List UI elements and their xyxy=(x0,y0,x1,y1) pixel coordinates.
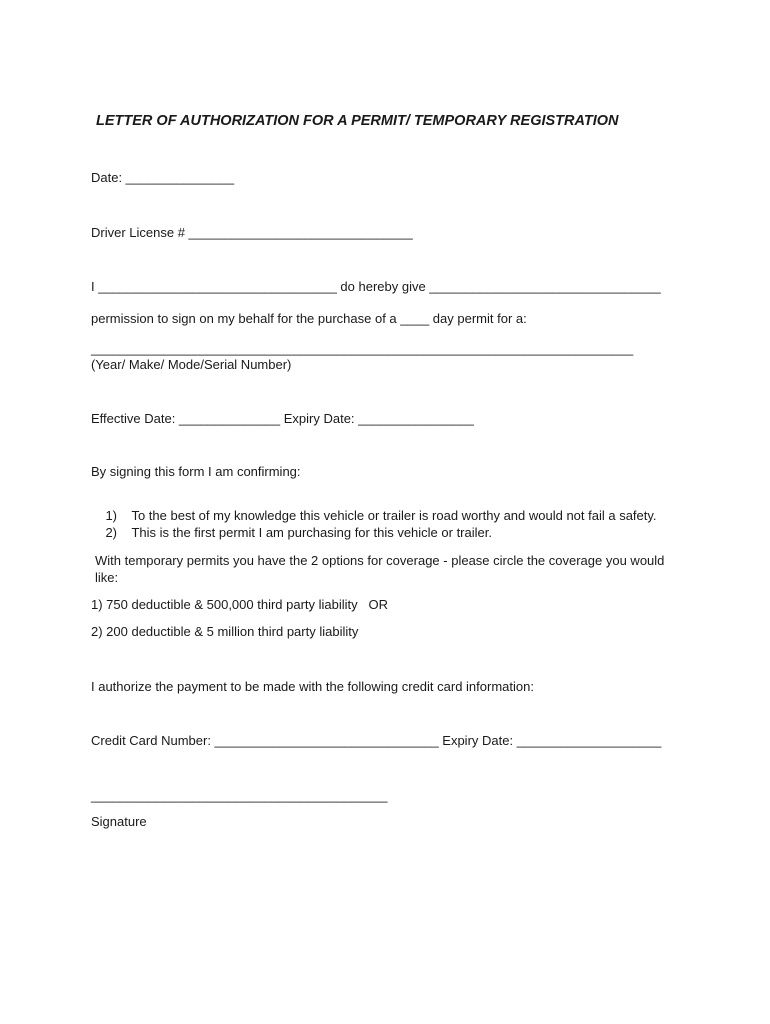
permission-text: permission to sign on my behalf for the purchase of a ____ day permit for a: xyxy=(91,311,527,326)
coverage-intro-line-2: like: xyxy=(95,570,119,585)
vehicle-blank-line: ___________________________________________________________________________ xyxy=(91,341,634,356)
list-number: 1) xyxy=(105,508,118,523)
vehicle-caption: (Year/ Make/ Mode/Serial Number) xyxy=(91,357,292,372)
list-number: 2) xyxy=(105,525,118,540)
authorization-field-line: I _________________________________ do hereby give ________________________________ xyxy=(91,279,661,294)
driver-license-field-line: Driver License # _______________________________ xyxy=(91,225,413,240)
signature-label: Signature xyxy=(91,814,147,829)
list-item-text: To the best of my knowledge this vehicle or trailer is road worthy and would not fail a safety. xyxy=(131,508,657,523)
document-title: LETTER OF AUTHORIZATION FOR A PERMIT/ TEMPORARY REGISTRATION xyxy=(96,113,619,129)
date-field-line: Date: _______________ xyxy=(91,170,235,185)
confirmation-item-2 xyxy=(91,509,492,557)
list-item-text: This is the first permit I am purchasing for this vehicle or trailer. xyxy=(131,525,492,540)
effective-expiry-field-line: Effective Date: ______________ Expiry Date: ________________ xyxy=(91,411,474,426)
coverage-intro-line-1: With temporary permits you have the 2 options for coverage - please circle the coverage you would xyxy=(95,553,665,568)
coverage-option-2: 2) 200 deductible & 5 million third party liability xyxy=(91,624,359,639)
credit-card-field-line: Credit Card Number: _______________________________ Expiry Date: ____________________ xyxy=(91,733,662,748)
confirming-intro: By signing this form I am confirming: xyxy=(91,464,301,479)
payment-authorization-text: I authorize the payment to be made with the following credit card information: xyxy=(91,679,534,694)
signature-blank-line: _________________________________________ xyxy=(91,788,388,803)
coverage-option-1: 1) 750 deductible & 500,000 third party liability OR xyxy=(91,597,389,612)
